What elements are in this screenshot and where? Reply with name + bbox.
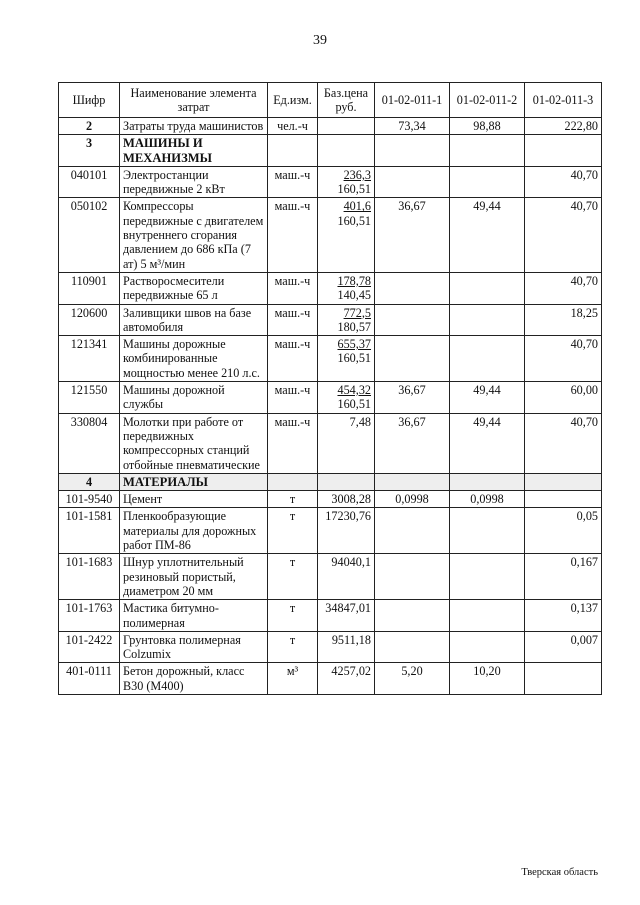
row-code: 101-9540: [59, 491, 120, 508]
row-base-price: [318, 118, 375, 135]
row-code: 110901: [59, 272, 120, 304]
row-name: Заливщики швов на базе автомобиля: [120, 304, 268, 336]
value-01-02-011-2: 49,44: [450, 413, 525, 473]
empty-cell: [318, 135, 375, 167]
empty-cell: [375, 135, 450, 167]
empty-cell: [525, 473, 602, 490]
value-01-02-011-1: [375, 272, 450, 304]
value-01-02-011-3: 40,70: [525, 413, 602, 473]
table-row: [59, 166, 602, 198]
price-current: 236,3: [343, 167, 371, 182]
header-col-2: 01-02-011-2: [450, 83, 525, 118]
value-01-02-011-2: [450, 631, 525, 663]
row-base-price: [318, 382, 375, 414]
value-01-02-011-1: [375, 336, 450, 382]
row-code: 2: [59, 118, 120, 135]
row-unit: т: [268, 508, 318, 554]
section-title: МАШИНЫ И МЕХАНИЗМЫ: [120, 135, 268, 167]
table-row: [59, 663, 602, 695]
value-01-02-011-1: 36,67: [375, 382, 450, 414]
value-01-02-011-1: 0,0998: [375, 491, 450, 508]
section-row: [59, 135, 602, 167]
price-base: 94040,1: [331, 555, 371, 570]
empty-cell: [525, 135, 602, 167]
row-name: Цемент: [120, 491, 268, 508]
value-01-02-011-2: [450, 272, 525, 304]
value-01-02-011-3: 40,70: [525, 336, 602, 382]
price-base: 160,51: [337, 213, 371, 228]
row-base-price: [318, 600, 375, 632]
table-row: [59, 272, 602, 304]
header-col-3: 01-02-011-3: [525, 83, 602, 118]
row-code: 101-1683: [59, 554, 120, 600]
value-01-02-011-2: 49,44: [450, 382, 525, 414]
row-name: Мастика битумно-полимерная: [120, 600, 268, 632]
header-code: Шифр: [59, 83, 120, 118]
table-row: [59, 304, 602, 336]
section-number: 4: [59, 473, 120, 490]
row-base-price: [318, 491, 375, 508]
row-base-price: [318, 304, 375, 336]
table-body: [59, 118, 602, 695]
empty-cell: [268, 135, 318, 167]
table-row: [59, 336, 602, 382]
row-name: Компрессоры передвижные с двигателем внутреннего сгорания давлением до 686 кПа (7 ат) 5 м³/мин: [120, 198, 268, 272]
price-current: 454,32: [337, 383, 371, 398]
row-base-price: [318, 631, 375, 663]
price-base: 160,51: [337, 182, 371, 197]
value-01-02-011-2: 49,44: [450, 198, 525, 272]
row-code: 040101: [59, 166, 120, 198]
row-unit: маш.-ч: [268, 272, 318, 304]
price-base: 9511,18: [331, 632, 371, 647]
price-base: 160,51: [337, 397, 371, 412]
section-row: [59, 473, 602, 490]
value-01-02-011-3: 0,007: [525, 631, 602, 663]
value-01-02-011-2: [450, 508, 525, 554]
value-01-02-011-3: [525, 663, 602, 695]
value-01-02-011-2: [450, 166, 525, 198]
row-code: 101-2422: [59, 631, 120, 663]
price-base: 34847,01: [325, 601, 371, 616]
row-name: Грунтовка полимерная Colzumix: [120, 631, 268, 663]
row-code: 120600: [59, 304, 120, 336]
value-01-02-011-3: 0,137: [525, 600, 602, 632]
row-name: Молотки при работе от передвижных компрессорных станций отбойные пневматические: [120, 413, 268, 473]
value-01-02-011-3: [525, 491, 602, 508]
header-unit: Ед.изм.: [268, 83, 318, 118]
price-base: 7,48: [349, 414, 371, 429]
table-row: [59, 382, 602, 414]
row-unit: т: [268, 600, 318, 632]
value-01-02-011-1: 73,34: [375, 118, 450, 135]
value-01-02-011-2: 0,0998: [450, 491, 525, 508]
price-base: 160,51: [337, 351, 371, 366]
row-base-price: [318, 198, 375, 272]
value-01-02-011-1: [375, 304, 450, 336]
row-name: Машины дорожной службы: [120, 382, 268, 414]
row-unit: маш.-ч: [268, 413, 318, 473]
section-title: МАТЕРИАЛЫ: [120, 473, 268, 490]
value-01-02-011-2: [450, 336, 525, 382]
price-current: 655,37: [337, 337, 371, 352]
row-code: 330804: [59, 413, 120, 473]
price-current: 178,78: [337, 273, 371, 288]
row-code: 050102: [59, 198, 120, 272]
table-row: [59, 600, 602, 632]
value-01-02-011-2: [450, 554, 525, 600]
row-code: 101-1581: [59, 508, 120, 554]
value-01-02-011-3: 40,70: [525, 272, 602, 304]
price-base: 4257,02: [331, 664, 371, 679]
row-unit: маш.-ч: [268, 198, 318, 272]
row-base-price: [318, 508, 375, 554]
row-code: 101-1763: [59, 600, 120, 632]
row-name: Растворосмесители передвижные 65 л: [120, 272, 268, 304]
row-unit: т: [268, 491, 318, 508]
table-row: [59, 554, 602, 600]
value-01-02-011-1: [375, 631, 450, 663]
table-row: [59, 198, 602, 272]
price-base: 180,57: [337, 319, 371, 334]
header-col-1: 01-02-011-1: [375, 83, 450, 118]
section-number: 3: [59, 135, 120, 167]
price-base: 3008,28: [331, 492, 371, 507]
value-01-02-011-1: [375, 600, 450, 632]
value-01-02-011-1: [375, 508, 450, 554]
row-unit: м³: [268, 663, 318, 695]
empty-cell: [318, 473, 375, 490]
value-01-02-011-2: [450, 304, 525, 336]
page-number: 39: [313, 33, 327, 48]
value-01-02-011-3: 0,05: [525, 508, 602, 554]
price-current: 401,6: [343, 199, 371, 214]
row-base-price: [318, 413, 375, 473]
value-01-02-011-1: [375, 166, 450, 198]
header-price: Баз.цена руб.: [318, 83, 375, 118]
row-unit: чел.-ч: [268, 118, 318, 135]
row-name: Машины дорожные комбинированные мощностью менее 210 л.с.: [120, 336, 268, 382]
empty-cell: [450, 135, 525, 167]
table-row: [59, 413, 602, 473]
row-base-price: [318, 272, 375, 304]
empty-cell: [268, 473, 318, 490]
row-code: 121341: [59, 336, 120, 382]
row-unit: т: [268, 631, 318, 663]
price-current: 772,5: [343, 305, 371, 320]
value-01-02-011-3: 60,00: [525, 382, 602, 414]
row-unit: маш.-ч: [268, 304, 318, 336]
row-code: 401-0111: [59, 663, 120, 695]
table-row: [59, 491, 602, 508]
price-base: 17230,76: [325, 509, 371, 524]
footer-region: Тверская область: [521, 867, 598, 878]
row-name: Затраты труда машинистов: [120, 118, 268, 135]
header-name: Наименование элемента затрат: [120, 83, 268, 118]
row-code: 121550: [59, 382, 120, 414]
table-row: [59, 508, 602, 554]
row-base-price: [318, 554, 375, 600]
empty-cell: [375, 473, 450, 490]
table-header-row: [59, 83, 602, 118]
row-base-price: [318, 166, 375, 198]
value-01-02-011-3: 0,167: [525, 554, 602, 600]
row-base-price: [318, 336, 375, 382]
empty-cell: [450, 473, 525, 490]
value-01-02-011-3: 40,70: [525, 166, 602, 198]
value-01-02-011-2: 10,20: [450, 663, 525, 695]
row-unit: маш.-ч: [268, 166, 318, 198]
row-name: Бетон дорожный, класс В30 (М400): [120, 663, 268, 695]
row-name: Шнур уплотнительный резиновый пористый, диаметром 20 мм: [120, 554, 268, 600]
value-01-02-011-3: 222,80: [525, 118, 602, 135]
row-unit: т: [268, 554, 318, 600]
table-row: [59, 631, 602, 663]
value-01-02-011-1: 5,20: [375, 663, 450, 695]
value-01-02-011-3: 40,70: [525, 198, 602, 272]
value-01-02-011-1: [375, 554, 450, 600]
row-unit: маш.-ч: [268, 336, 318, 382]
row-name: Электростанции передвижные 2 кВт: [120, 166, 268, 198]
value-01-02-011-1: 36,67: [375, 198, 450, 272]
value-01-02-011-2: [450, 600, 525, 632]
table-row: [59, 118, 602, 135]
resource-norms-table: [58, 82, 602, 695]
row-base-price: [318, 663, 375, 695]
value-01-02-011-1: 36,67: [375, 413, 450, 473]
price-base: 140,45: [337, 288, 371, 303]
value-01-02-011-3: 18,25: [525, 304, 602, 336]
value-01-02-011-2: 98,88: [450, 118, 525, 135]
row-name: Пленкообразующие материалы для дорожных работ ПМ-86: [120, 508, 268, 554]
row-unit: маш.-ч: [268, 382, 318, 414]
